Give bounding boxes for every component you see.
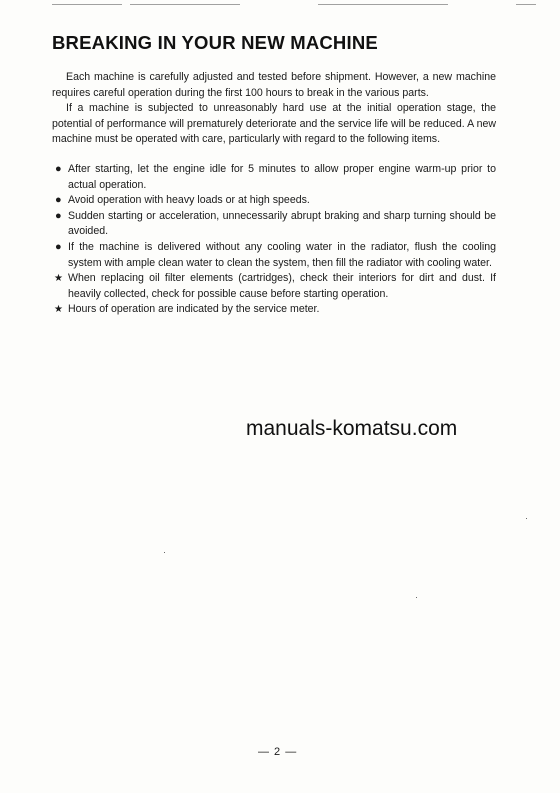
list-item-text: Sudden starting or acceleration, unnecessarily abrupt braking and sharp turning should be avoided.	[68, 209, 496, 238]
list-item-text: After starting, let the engine idle for 5 minutes to allow proper engine warm-up prior to actual operation.	[68, 162, 496, 191]
bullet-icon: ●	[55, 162, 62, 175]
list-item	[52, 162, 496, 193]
precautions-list	[52, 162, 496, 318]
list-item	[52, 302, 496, 318]
scan-speck	[416, 597, 417, 598]
star-icon: ★	[54, 304, 63, 316]
scan-artifact	[130, 4, 240, 5]
intro-paragraph: Each machine is carefully adjusted and tested before shipment. However, a new machine requires careful operation during the first 100 hours to break in the various parts.	[52, 71, 496, 99]
bullet-icon: ●	[55, 194, 62, 207]
intro-paragraph: If a machine is subjected to unreasonably hard use at the initial operation stage, the potential of performance will prematurely deteriorate and the service life will be reduced. A new machine must be operated with care, particularly with regard to the following items.	[52, 102, 496, 146]
bullet-icon: ●	[55, 209, 62, 222]
list-item-text: Avoid operation with heavy loads or at high speeds.	[68, 194, 310, 207]
page-number: — 2 —	[258, 746, 298, 758]
list-item	[52, 271, 496, 302]
scan-artifact	[52, 4, 122, 5]
page-title: BREAKING IN YOUR NEW MACHINE	[52, 32, 378, 53]
body-text	[52, 70, 496, 318]
star-icon: ★	[54, 273, 63, 285]
watermark-text: manuals-komatsu.com	[246, 417, 458, 440]
list-item	[52, 209, 496, 240]
list-item-text: If the machine is delivered without any cooling water in the radiator, flush the cooling system with ample clean water to clean the system, then fill the radiator with cooling water.	[68, 240, 496, 269]
scan-artifact	[516, 4, 536, 5]
list-item-text: Hours of operation are indicated by the service meter.	[68, 303, 320, 316]
scan-speck	[526, 518, 527, 519]
scan-speck	[164, 552, 165, 553]
list-item	[52, 193, 496, 209]
list-item	[52, 240, 496, 271]
scan-artifact	[318, 4, 448, 5]
bullet-icon: ●	[55, 240, 62, 253]
list-item-text: When replacing oil filter elements (cartridges), check their interiors for dirt and dust. If heavily collected, check for possible cause before starting operation.	[68, 272, 496, 300]
